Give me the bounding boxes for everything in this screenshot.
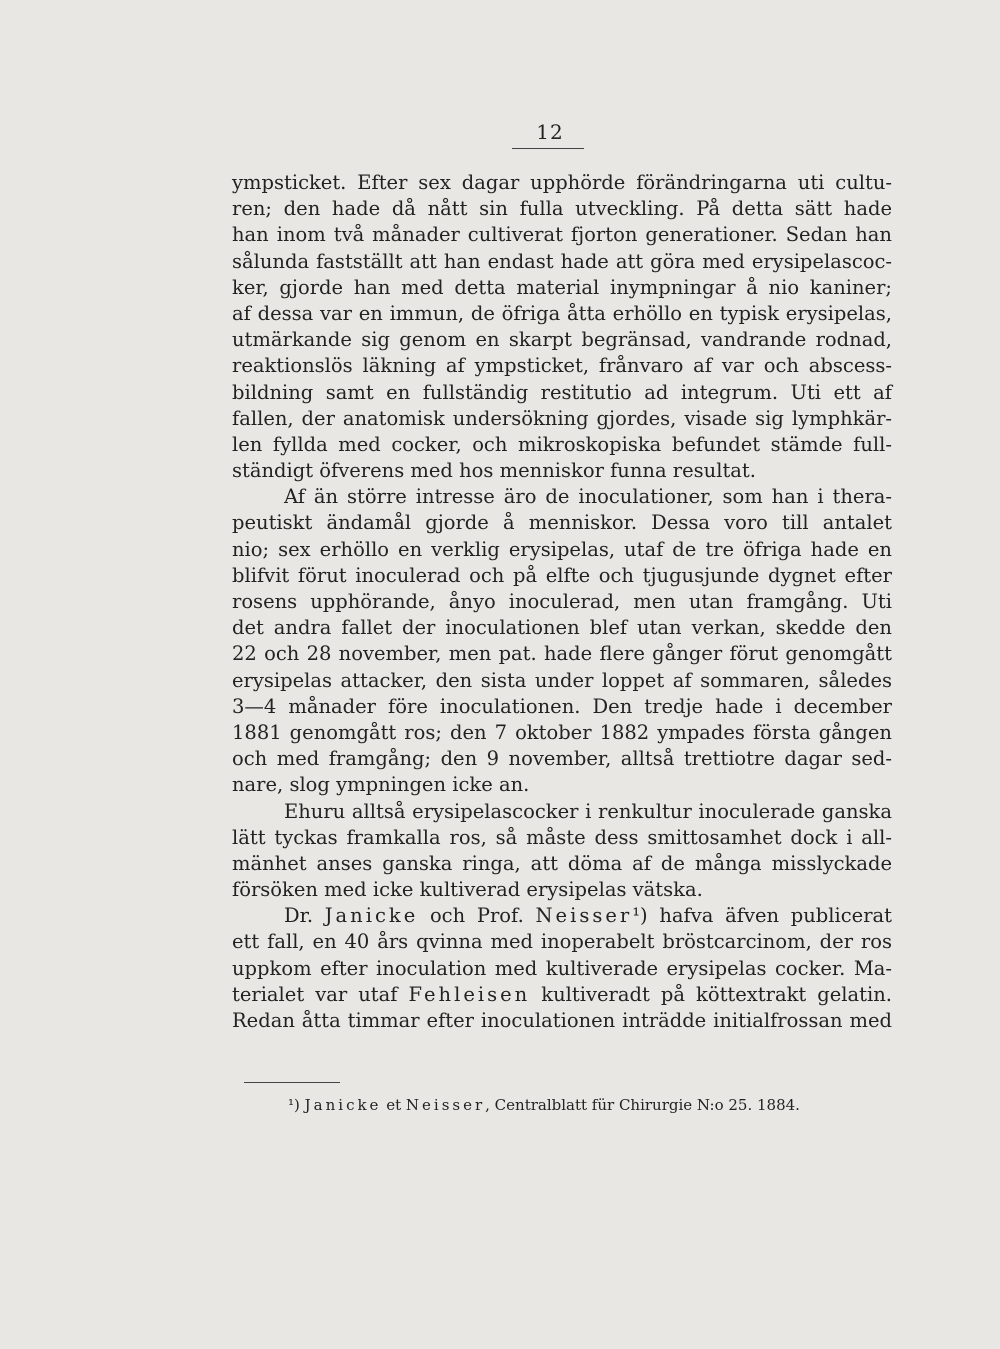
text-line: Redan åtta timmar efter inoculationen inträdde initialfrossan med [232, 1009, 892, 1032]
text-line: nare, slog ympningen icke an. [232, 773, 530, 797]
text-line: utmärkande sig genom en skarpt begränsad, vandrande rodnad, [232, 328, 892, 352]
author-name: Neisser [535, 904, 633, 928]
text-fragment: terialet var utaf [232, 982, 409, 1006]
text-line: ett fall, en 40 års qvinna med inoperabelt bröstcarcinom, der ros [232, 930, 892, 954]
text-line: ker, gjorde han med detta material inympningar å nio kaniner; [232, 275, 892, 299]
text-line: Af än större intresse äro de inoculationer, som han i thera- [284, 485, 892, 509]
text-line: af dessa var en immun, de öfriga åtta erhöllo en typisk erysipelas, [232, 301, 892, 325]
text-line: det andra fallet der inoculationen blef utan verkan, skedde den [232, 616, 892, 640]
text-fragment: et [381, 1096, 406, 1114]
text-line: uppkom efter inoculation med kultiverade erysipelas cocker. Ma- [232, 956, 892, 980]
text-line: peutiskt ändamål gjorde å menniskor. Dessa voro till antalet [232, 511, 892, 535]
author-name: Neisser [405, 1096, 486, 1114]
footnote-rule [244, 1082, 340, 1083]
footnote-citation: , Centralblatt für Chirurgie N:o 25. 1884. [485, 1096, 800, 1114]
text-line: 22 och 28 november, men pat. hade flere gånger förut genomgått [232, 642, 892, 666]
text-line: nio; sex erhöllo en verklig erysipelas, utaf de tre öfriga hade en [232, 537, 892, 561]
text-line: han inom två månader cultiverat fjorton generationer. Sedan han [232, 223, 892, 247]
text-fragment: hafva äfven publicerat [647, 904, 893, 928]
text-line: 3—4 månader före inoculationen. Den tredje hade i december [232, 694, 892, 718]
footnote-marker: ¹) [632, 904, 648, 928]
text-line: ren; den hade då nått sin fulla utveckling. På detta sätt hade [232, 197, 892, 221]
text-line: försöken med icke kultiverad erysipelas vätska. [232, 878, 703, 902]
text-line: reaktionslös läkning af ympsticket, frånvaro af var och abscess- [232, 354, 892, 378]
text-line: ympsticket. Efter sex dagar upphörde förändringarna uti cultu- [232, 171, 892, 194]
text-line: bildning samt en fullständig restitutio ad integrum. Uti ett af [232, 380, 892, 404]
text-line: lätt tyckas framkalla ros, så måste dess smittosamhet dock i all- [232, 825, 892, 849]
page-number: 12 [536, 120, 564, 144]
author-name: Fehleisen [408, 982, 531, 1006]
text-line: Ehuru alltså erysipelascocker i renkultur inoculerade ganska [284, 799, 892, 823]
text-line-dr [232, 903, 892, 929]
text-line: fallen, der anatomisk undersökning gjordes, visade sig lymphkär- [232, 406, 892, 430]
text-line: erysipelas attacker, den sista under loppet af sommaren, således [232, 668, 892, 692]
text-line: sålunda fastställt att han endast hade att göra med erysipelascoc- [232, 249, 892, 273]
text-fragment: Dr. [284, 904, 325, 928]
author-name: Janicke [304, 1096, 382, 1114]
text-line: och med framgång; den 9 november, alltså trettiotre dagar sed- [232, 747, 892, 771]
footnote-marker: ¹) [288, 1096, 300, 1114]
text-line: len fyllda med cocker, och mikroskopiska befundet stämde full- [232, 432, 892, 456]
text-line: 1881 genomgått ros; den 7 oktober 1882 ympades första gången [232, 720, 892, 744]
text-line: ständigt öfverens med hos menniskor funna resultat. [232, 459, 756, 483]
text-line-fehleisen [232, 982, 892, 1008]
text-line: blifvit förut inoculerad och på elfte och tjugusjunde dygnet efter [232, 563, 892, 587]
text-line: rosens upphörande, ånyo inoculerad, men utan framgång. Uti [232, 590, 892, 613]
page-number-rule [512, 148, 584, 149]
text-fragment: och Prof. [418, 904, 536, 928]
text-fragment: kultiveradt på köttextrakt gelatin. [530, 982, 892, 1006]
author-name: Janicke [324, 904, 419, 928]
body-text [232, 170, 892, 1034]
text-line: mänhet anses ganska ringa, att döma af de många misslyckade [232, 851, 892, 875]
footnote [288, 1096, 828, 1114]
